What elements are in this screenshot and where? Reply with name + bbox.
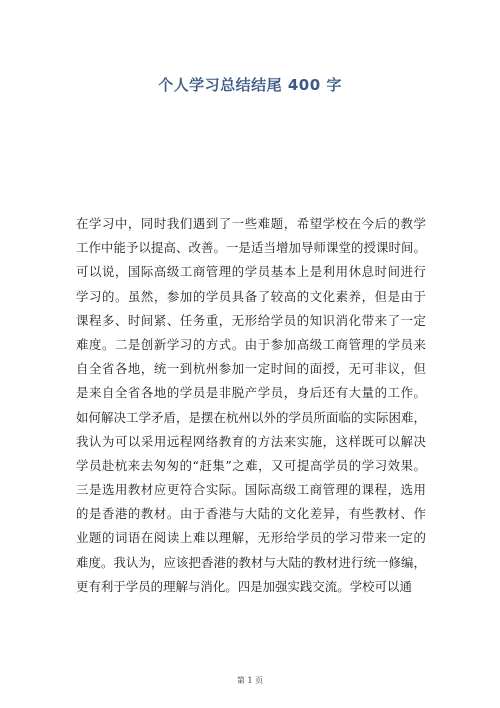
text-line: 如何解决工学矛盾，是摆在杭州以外的学员所面临的实际困难， — [76, 409, 426, 425]
text-line: 学员赴杭来去匆匆的“赶集”之难，又可提高学员的学习效果。 — [76, 457, 426, 473]
text-line: 可以说，国际高级工商管理的学员基本上是利用休息时间进行 — [76, 264, 426, 280]
text-line: 是来自全省各地的学员是非脱产学员，身后还有大量的工作。 — [76, 385, 426, 401]
text-line: 更有利于学员的理解与消化。四是加强实践交流。学校可以通 — [76, 578, 412, 594]
page-number: 第 1 页 — [236, 676, 264, 685]
text-line: 难度。二是创新学习的方式。由于参加高级工商管理的学员来 — [76, 336, 426, 352]
text-line: 我认为可以采用远程网络教育的方法来实施，这样既可以解决 — [76, 433, 426, 449]
text-line: 在学习中，同时我们遇到了一些难题，希望学校在今后的教学 — [76, 216, 426, 231]
body-text — [76, 212, 426, 599]
text-line: 难度。我认为，应该把香港的教材与大陆的教材进行统一修编， — [76, 554, 426, 570]
text-line: 课程多、时间紧、任务重，无形给学员的知识消化带来了一定 — [76, 312, 426, 328]
text-line: 的是香港的教材。由于香港与大陆的文化差异，有些教材、作 — [76, 506, 426, 522]
text-line: 学习的。虽然，参加的学员具备了较高的文化素养，但是由于 — [76, 288, 426, 304]
text-line: 自全省各地，统一到杭州参加一定时间的面授，无可非议，但 — [76, 361, 426, 377]
document-title: 个人学习总结结尾 400 字 — [158, 76, 342, 94]
text-line: 工作中能予以提高、改善。一是适当增加导师课堂的授课时间。 — [76, 240, 426, 256]
text-line: 三是选用教材应更符合实际。国际高级工商管理的课程，选用 — [76, 482, 426, 498]
text-line: 业题的词语在阅读上难以理解，无形给学员的学习带来一定的 — [76, 530, 426, 546]
